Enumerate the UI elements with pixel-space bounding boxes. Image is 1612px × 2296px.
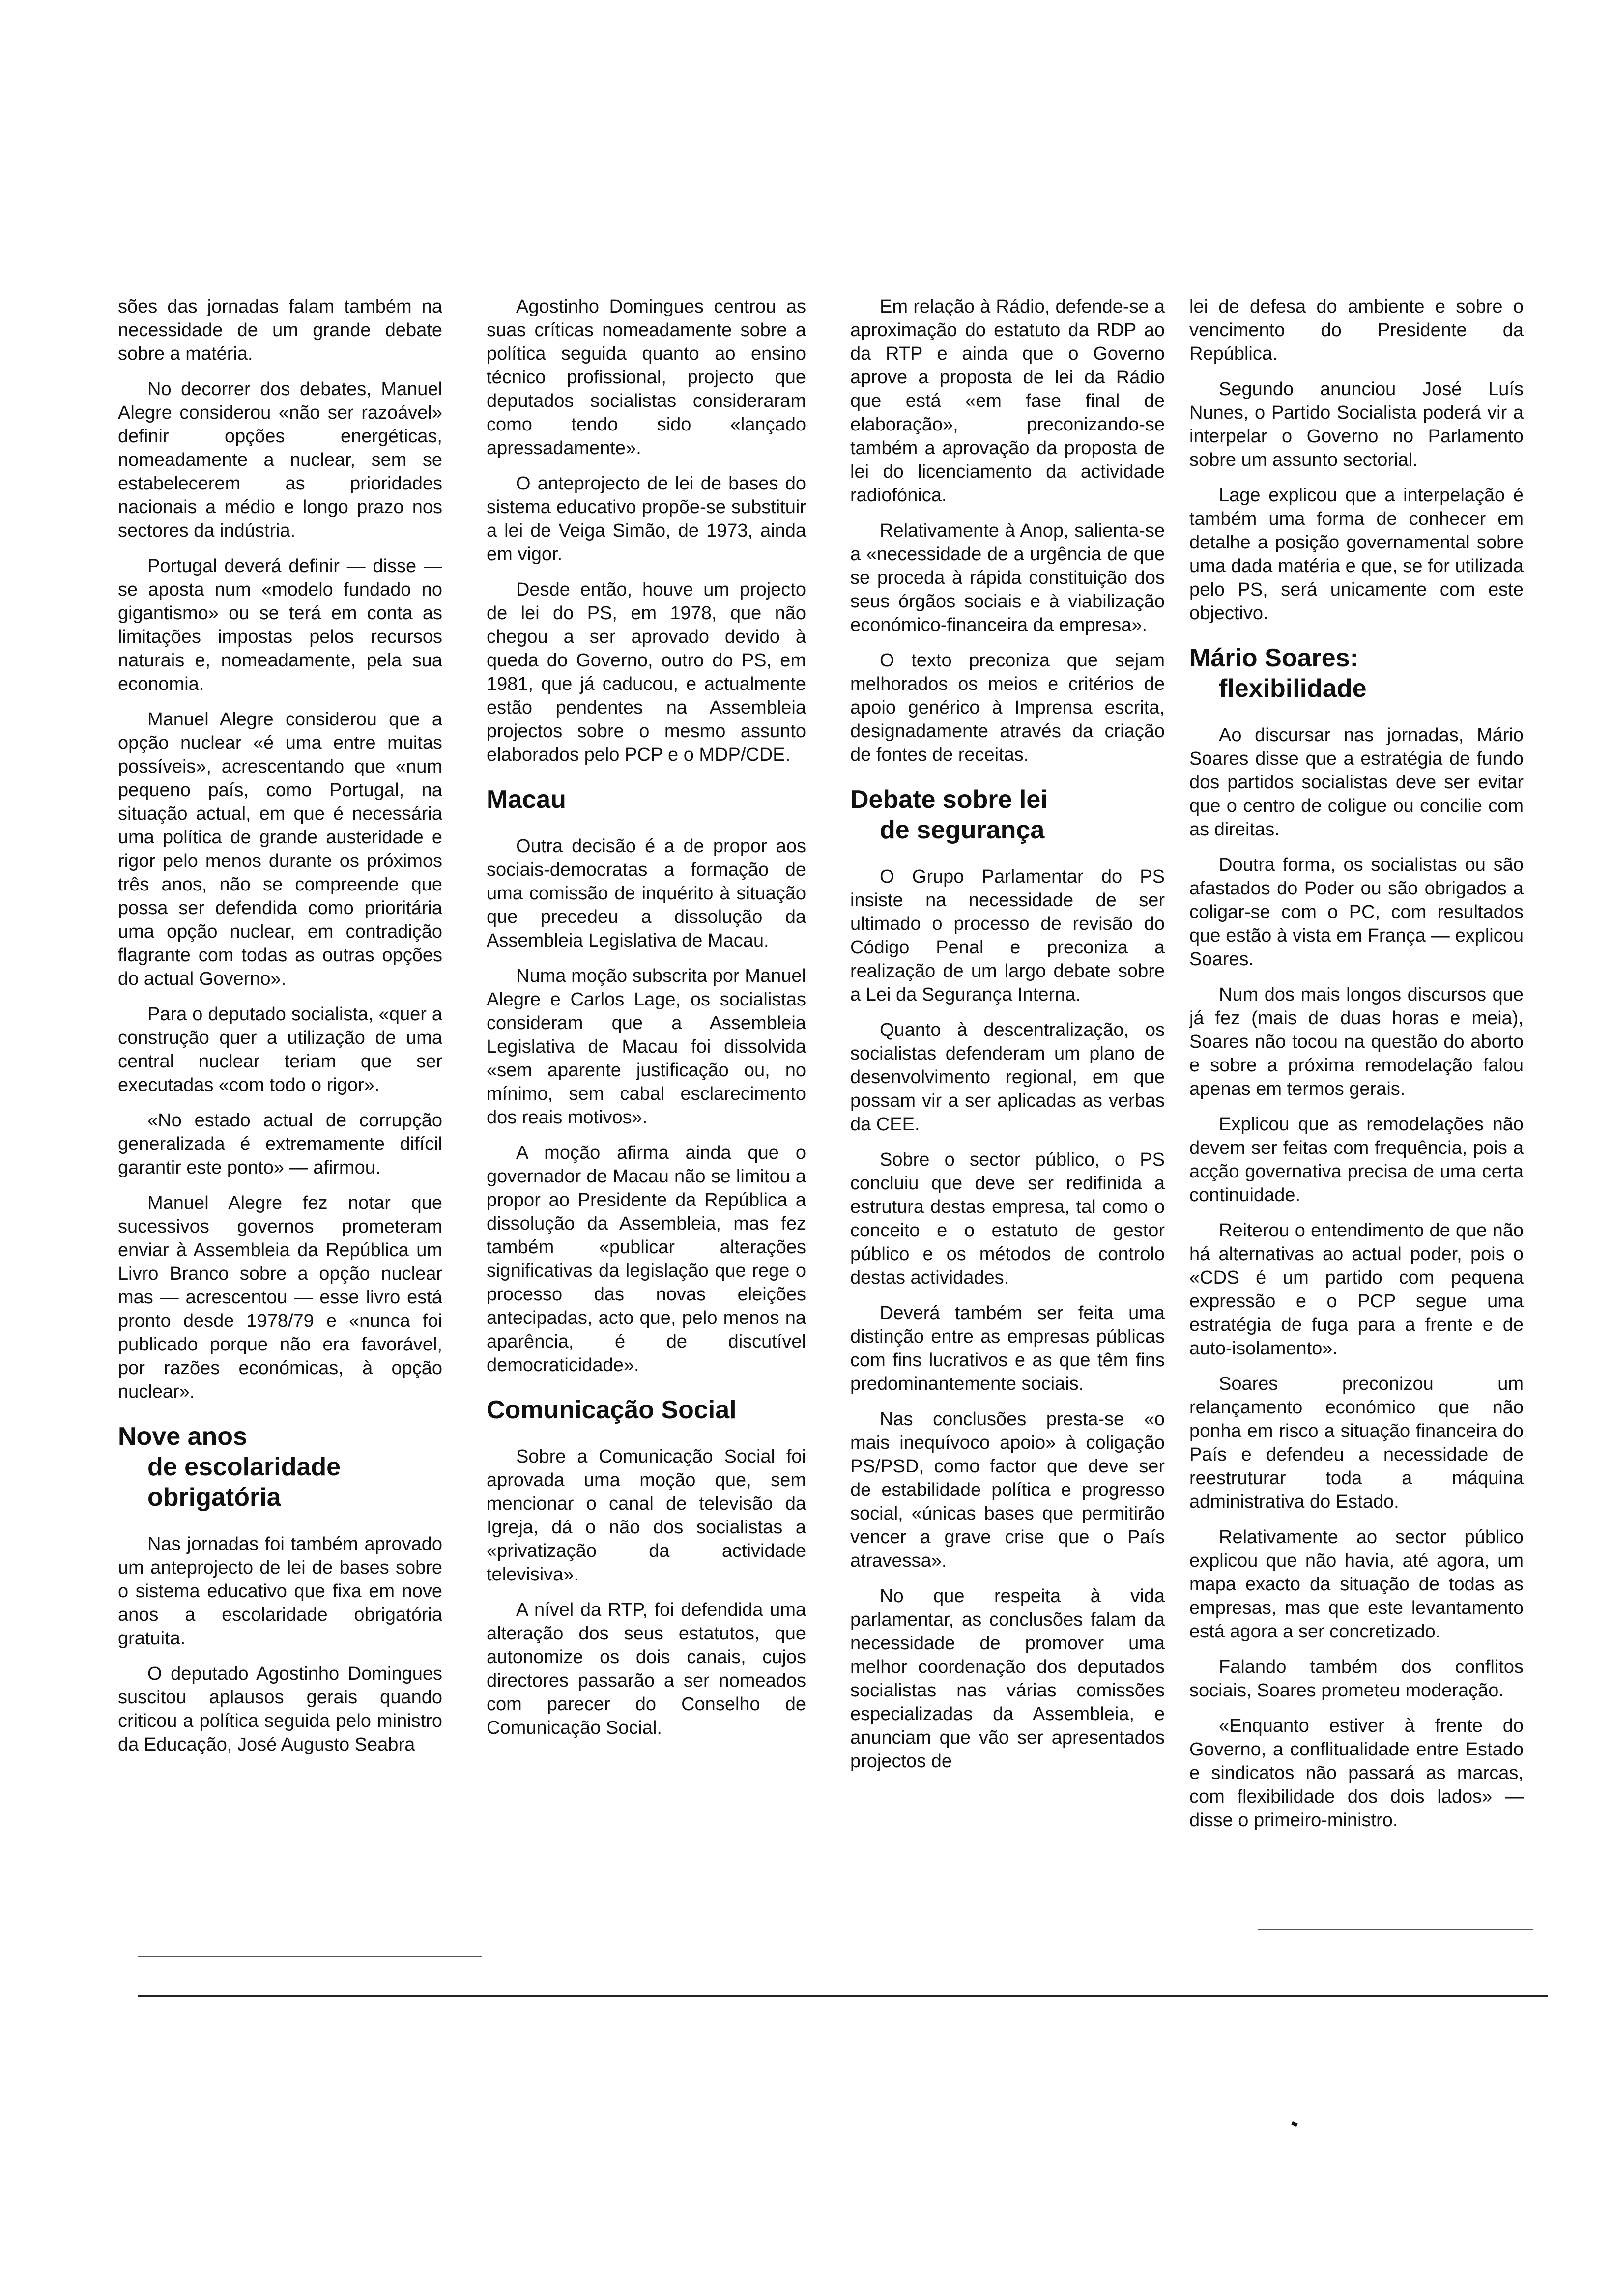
paragraph: Quanto à descentralização, os socialistas defenderam um plano de desenvolvimento regional, em que possam vir a ser aplicadas as verbas da CEE. <box>850 1020 1165 1135</box>
paragraph: «Enquanto estiver à frente do Governo, a conflitualidade entre Estado e sindicatos não passará as marcas, com flexibilidade dos dois lados» — disse o primeiro-ministro. <box>1189 1716 1524 1831</box>
paragraph: Nas jornadas foi também aprovado um anteprojecto de lei de bases sobre o sistema educativo que fixa em nove anos a escolaridade obrigatória gratuita. <box>118 1534 442 1649</box>
paragraph: Manuel Alegre considerou que a opção nuclear «é uma entre muitas possíveis», acrescentando que «num pequeno país, como Portugal, na situação actual, em que é necessária uma política de grande austeridade e rigor pelo menos durante os próximos três anos, não se compreende que possa ser defendida como prioritária uma opção nuclear, em contradição flagrante com todas as outras opções do actual Governo». <box>118 709 442 989</box>
paragraph: Sobre o sector público, o PS concluiu que deve ser redifinida a estrutura destas empresa, tal como o conceito e o estatuto de gestor público e os métodos de controlo destas actividades. <box>850 1149 1165 1288</box>
paragraph: Outra decisão é a de propor aos sociais-democratas a formação de uma comissão de inquérito à situação que precedeu a dissolução da Assembleia Legislativa de Macau. <box>487 836 806 951</box>
section-heading-line: Mário Soares: <box>1189 644 1358 672</box>
paragraph: Soares preconizou um relançamento económico que não ponha em risco a situação financeira do País e defendeu a necessidade de reestruturar toda a máquina administrativa do Estado. <box>1189 1374 1524 1512</box>
paragraph: «No estado actual de corrupção generalizada é extremamente difícil garantir este ponto» — afirmou. <box>118 1110 442 1178</box>
section-heading <box>487 784 806 815</box>
paragraph: Sobre a Comunicação Social foi aprovada uma moção que, sem mencionar o canal de televisão da Igreja, dá o não dos socialistas a «privatização da actividade televisiva». <box>487 1446 806 1585</box>
paragraph: Portugal deverá definir — disse — se aposta num «modelo fundado no gigantismo» ou se terá em conta as limitações impostas pelos recursos naturais e, nomeadamente, pela sua economia. <box>118 556 442 694</box>
article-column-1 <box>118 295 442 1966</box>
paragraph: No que respeita à vida parlamentar, as conclusões falam da necessidade de promover uma melhor coordenação dos deputados socialistas nas várias comissões especializadas da Assembleia, e anunciam que vão ser apresentados projectos de <box>850 1586 1165 1772</box>
paragraph: Desde então, houve um projecto de lei do PS, em 1978, que não chegou a ser aprovado devido à queda do Governo, outro do PS, em 1981, que já caducou, e actualmente estão pendentes na Assembleia projectos sobre o mesmo assunto elaborados pelo PCP e o MDP/CDE. <box>487 579 806 765</box>
section-heading <box>118 1421 442 1513</box>
paragraph: O Grupo Parlamentar do PS insiste na necessidade de ser ultimado o processo de revisão do Código Penal e preconiza a realização de um largo debate sobre a Lei da Segurança Interna. <box>850 866 1165 1005</box>
paragraph: sões das jornadas falam também na necessidade de um grande debate sobre a matéria. <box>118 296 442 364</box>
section-heading <box>487 1395 806 1425</box>
paragraph: No decorrer dos debates, Manuel Alegre considerou «não ser razoável» definir opções energéticas, nomeadamente a nuclear, sem se estabelecerem as prioridades nacionais a médio e longo prazo nos sectores da indústria. <box>118 379 442 541</box>
paragraph: Ao discursar nas jornadas, Mário Soares disse que a estratégia de fundo dos partidos socialistas deve ser evitar que o centro de coligue ou concilie com as direitas. <box>1189 725 1524 840</box>
section-heading-line: de segurança <box>880 816 1045 844</box>
paragraph: Segundo anunciou José Luís Nunes, o Partido Socialista poderá vir a interpelar o Governo no Parlamento sobre um assunto sectorial. <box>1189 379 1524 470</box>
section-heading-line: Comunicação Social <box>487 1396 737 1424</box>
paragraph: Em relação à Rádio, defende-se a aproximação do estatuto da RDP ao da RTP e ainda que o Governo aprove a proposta de lei da Rádio que está «em fase final de elaboração», preconizando-se também a aprovação da proposta de lei do licenciamento da actividade radiofónica. <box>850 296 1165 506</box>
section-heading-line: de escolaridade obrigatória <box>147 1453 341 1512</box>
paragraph: Doutra forma, os socialistas ou são afastados do Poder ou são obrigados a coligar-se com o PC, com resultados que estão à vista em França — explicou Soares. <box>1189 855 1524 970</box>
paragraph: Para o deputado socialista, «quer a construção quer a utilização de uma central nuclear teriam que ser executadas «com todo o rigor». <box>118 1004 442 1095</box>
paragraph: Num dos mais longos discursos que já fez (mais de duas horas e meia), Soares não tocou na questão do aborto e sobre a próxima remodelação falou apenas em termos gerais. <box>1189 984 1524 1099</box>
paragraph: Explicou que as remodelações não devem ser feitas com frequência, pois a acção governativa precisa de uma certa continuidade. <box>1189 1114 1524 1205</box>
article-column-2 <box>487 295 806 1966</box>
section-heading <box>1189 643 1524 704</box>
paragraph: O deputado Agostinho Domingues suscitou aplausos gerais quando criticou a política seguida pelo ministro da Educação, José Augusto Seabra <box>118 1664 442 1755</box>
paragraph: Deverá também ser feita uma distinção entre as empresas públicas com fins lucrativos e as que têm fins predominantemente sociais. <box>850 1303 1165 1394</box>
paragraph: A nível da RTP, foi defendida uma alteração dos seus estatutos, que autonomize os dois canais, cujos directores passarão a ser nomeados com parecer do Conselho de Comunicação Social. <box>487 1600 806 1738</box>
section-heading-line: Debate sobre lei <box>850 785 1048 814</box>
article-column-3 <box>850 295 1165 1966</box>
paragraph: O texto preconiza que sejam melhorados os meios e critérios de apoio genérico à Imprensa escrita, designadamente através da criação de fontes de receitas. <box>850 650 1165 765</box>
paragraph: Reiterou o entendimento de que não há alternativas ao actual poder, pois o «CDS é um partido com pequena expressão e o PCP segue uma estratégia de fuga para a frente e de auto-isolamento». <box>1189 1220 1524 1359</box>
paragraph: Lage explicou que a interpelação é também uma forma de conhecer em detalhe a posição governamental sobre uma dada matéria e que, se for utilizada pelo PS, será unicamente com este objectivo. <box>1189 485 1524 624</box>
paragraph: Nas conclusões presta-se «o mais inequívoco apoio» à coligação PS/PSD, como factor que deve ser de estabilidade política e progresso social, «únicas bases que permitirão vencer a grave crise que o País atravessa». <box>850 1409 1165 1571</box>
column-end-rule <box>138 1956 482 1957</box>
section-heading-line: Macau <box>487 785 566 814</box>
paragraph: O anteprojecto de lei de bases do sistema educativo propõe-se substituir a lei de Veiga Simão, de 1973, ainda em vigor. <box>487 473 806 565</box>
paragraph: Relativamente ao sector público explicou que não havia, até agora, um mapa exacto da situação de todas as empresas, mas que este levantamento está agora a ser concretizado. <box>1189 1527 1524 1642</box>
stray-mark <box>1291 2121 1298 2127</box>
section-heading-line: Nove anos <box>118 1422 247 1451</box>
section-heading <box>850 784 1165 845</box>
paragraph: Manuel Alegre fez notar que sucessivos governos prometeram enviar à Assembleia da República um Livro Branco sobre a opção nuclear mas — acrescentou — esse livro está pronto desde 1978/79 e «nunca foi publicado porque não era favorável, por razões económicas, à opção nuclear». <box>118 1193 442 1402</box>
article-column-4 <box>1189 295 1524 1966</box>
paragraph: Numa moção subscrita por Manuel Alegre e Carlos Lage, os socialistas consideram que a Assembleia Legislativa de Macau foi dissolvida «sem aparente justificação ou, no mínimo, sem cabal esclarecimento dos reais motivos». <box>487 966 806 1128</box>
paragraph: A moção afirma ainda que o governador de Macau não se limitou a propor ao Presidente da República a dissolução da Assembleia, mas fez também «publicar alterações significativas da legislação que rege o processo das novas eleições antecipadas, acto que, pelo menos na aparência, é de discutível democraticidade». <box>487 1143 806 1376</box>
paragraph: lei de defesa do ambiente e sobre o vencimento do Presidente da República. <box>1189 296 1524 364</box>
paragraph: Agostinho Domingues centrou as suas críticas nomeadamente sobre a política seguida quanto ao ensino técnico profissional, projecto que deputados socialistas consideraram como tendo sido «lançado apressadamente». <box>487 296 806 459</box>
paragraph: Relativamente à Anop, salienta-se a «necessidade de a urgência de que se proceda à rápida constituição dos seus órgãos sociais e à viabilização económico-financeira da empresa». <box>850 520 1165 635</box>
column-end-rule <box>1258 1929 1533 1930</box>
section-heading-line: flexibilidade <box>1219 674 1367 703</box>
paragraph: Falando também dos conflitos sociais, Soares prometeu moderação. <box>1189 1657 1524 1701</box>
page-bottom-rule <box>138 1995 1548 1997</box>
